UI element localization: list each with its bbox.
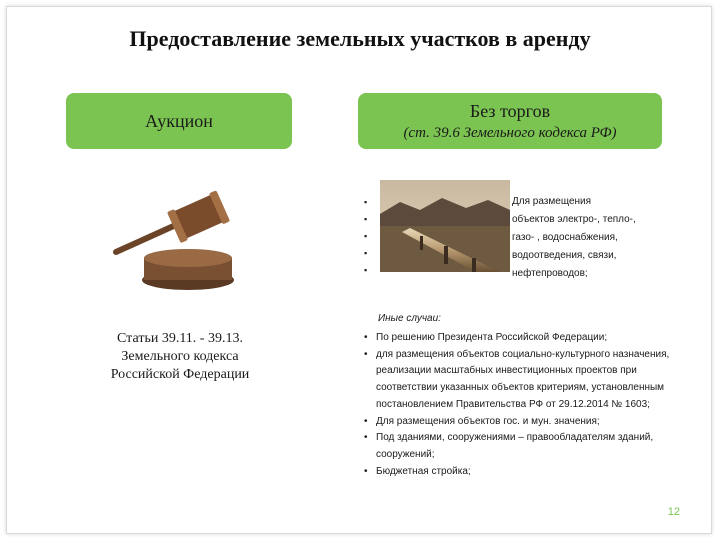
- list-item: • Бюджетная стройка;: [362, 464, 672, 481]
- pipeline-line4: водоотведения, связи,: [512, 250, 617, 261]
- other-cases-list: [362, 330, 672, 480]
- bullet-icon: ▪: [364, 231, 368, 241]
- gavel-icon: [106, 182, 256, 300]
- list-item: • Под зданиями, сооружениями – правообладателям зданий, сооружений;: [362, 430, 672, 463]
- bullet-icon: ▪: [364, 197, 368, 207]
- articles-line1: Статьи 39.11. - 39.13.: [117, 331, 243, 346]
- bullet-column: [364, 194, 374, 279]
- slide-title: Предоставление земельных участков в аренду: [129, 26, 591, 51]
- pipeline-line2: объектов электро-, тепло-,: [512, 214, 636, 225]
- articles-line2: Земельного кодекса: [121, 349, 239, 364]
- other-cases-heading: Иные случаи:: [378, 313, 441, 324]
- auction-box: [66, 93, 292, 149]
- pipeline-photo: [380, 180, 510, 272]
- list-item: • По решению Президента Российской Федерации;: [362, 330, 672, 347]
- pipeline-line1: Для размещения: [512, 196, 592, 207]
- list-item: • для размещения объектов социально-культурного назначения, реализации масштабных инвестиционных проектов при соответствии указанных объектов критериям, установленным постановлением Правительства РФ от 29.12.2014 № 1603;: [362, 347, 672, 414]
- pipeline-line5: нефтепроводов;: [512, 268, 588, 279]
- pipeline-line3: газо- , водоснабжения,: [512, 232, 618, 243]
- bullet-icon: ▪: [364, 265, 368, 275]
- no-tender-box: [358, 93, 662, 149]
- bullet-icon: ▪: [364, 214, 368, 224]
- no-tender-label: Без торгов: [469, 101, 551, 121]
- no-tender-subtitle: (ст. 39.6 Земельного кодекса РФ): [403, 125, 617, 141]
- page-number: 12: [667, 506, 680, 518]
- list-item: • Для размещения объектов гос. и мун. значения;: [362, 414, 672, 431]
- bullet-icon: ▪: [364, 248, 368, 258]
- articles-line3: Российской Федерации: [110, 367, 250, 382]
- pipeline-description: [512, 193, 672, 283]
- articles-text: [80, 330, 280, 384]
- auction-label: Аукцион: [145, 111, 213, 131]
